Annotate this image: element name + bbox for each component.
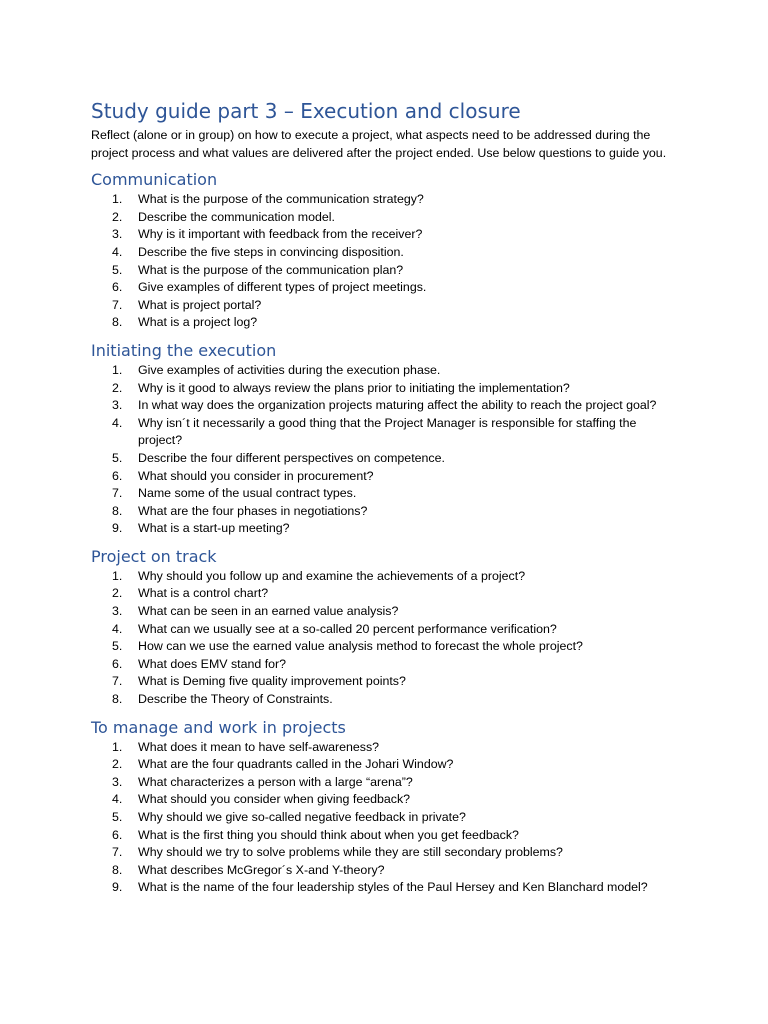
list-item bbox=[91, 503, 678, 521]
list-item-text: What describes McGregor´s X-and Y-theory? bbox=[138, 862, 385, 877]
list-item-number: 3. bbox=[112, 774, 123, 789]
list-item-text: What are the four quadrants called in the Johari Window? bbox=[138, 757, 454, 772]
list-item bbox=[91, 756, 678, 774]
list-item-text: Why is it good to always review the plans prior to initiating the implementation? bbox=[138, 380, 570, 395]
list-item-text: What does EMV stand for? bbox=[138, 656, 287, 671]
list-item-text: What does it mean to have self-awareness? bbox=[138, 739, 380, 754]
list-item bbox=[91, 520, 678, 538]
list-item-text: Why should you follow up and examine the achievements of a project? bbox=[138, 568, 526, 583]
list-item-text: What can we usually see at a so-called 20 percent performance verification? bbox=[138, 621, 557, 636]
list-item-text: Give examples of activities during the execution phase. bbox=[138, 362, 441, 377]
list-item-text: Why is it important with feedback from the receiver? bbox=[138, 227, 423, 242]
list-item-text: What is the purpose of the communication strategy? bbox=[138, 192, 424, 207]
list-item-text: What characterizes a person with a large “arena”? bbox=[138, 774, 413, 789]
list-item-text: Describe the five steps in convincing disposition. bbox=[138, 244, 404, 259]
section-heading: Initiating the execution bbox=[91, 340, 277, 360]
list-item-text: What are the four phases in negotiations? bbox=[138, 503, 368, 518]
list-item-text: What should you consider when giving feedback? bbox=[138, 792, 411, 807]
list-item-number: 3. bbox=[112, 398, 123, 413]
list-item bbox=[91, 362, 678, 380]
intro-paragraph: Reflect (alone or in group) on how to execute a project, what aspects need to be addressed during the project process and what values are delivered after the project ended. Use below questions to guide you. bbox=[91, 128, 667, 160]
list-item bbox=[91, 638, 678, 656]
question-section bbox=[91, 339, 678, 538]
list-item-number: 3. bbox=[112, 604, 123, 619]
question-section bbox=[91, 168, 678, 332]
list-item bbox=[91, 297, 678, 315]
list-item-number: 9. bbox=[112, 880, 123, 895]
list-item bbox=[91, 244, 678, 262]
list-item bbox=[91, 844, 678, 862]
list-item-number: 2. bbox=[112, 380, 123, 395]
question-sections bbox=[91, 168, 678, 897]
list-item-number: 4. bbox=[112, 244, 123, 259]
list-item-number: 8. bbox=[112, 503, 123, 518]
list-item-text: What is a project log? bbox=[138, 315, 258, 330]
list-item bbox=[91, 739, 678, 757]
list-item bbox=[91, 603, 678, 621]
list-item-number: 7. bbox=[112, 297, 123, 312]
list-item-number: 8. bbox=[112, 315, 123, 330]
list-item bbox=[91, 279, 678, 297]
list-item-number: 3. bbox=[112, 227, 123, 242]
list-item bbox=[91, 691, 678, 709]
list-item bbox=[91, 209, 678, 227]
list-item bbox=[91, 397, 678, 415]
list-item-number: 1. bbox=[112, 568, 123, 583]
list-item bbox=[91, 262, 678, 280]
list-item-text: Give examples of different types of project meetings. bbox=[138, 280, 427, 295]
list-item-text: Describe the Theory of Constraints. bbox=[138, 692, 333, 707]
list-item bbox=[91, 450, 678, 468]
list-item bbox=[91, 568, 678, 586]
list-item bbox=[91, 380, 678, 398]
list-item bbox=[91, 585, 678, 603]
list-item-number: 7. bbox=[112, 845, 123, 860]
list-item bbox=[91, 621, 678, 639]
list-item-number: 5. bbox=[112, 450, 123, 465]
list-item-number: 1. bbox=[112, 739, 123, 754]
list-item bbox=[91, 809, 678, 827]
list-item-number: 6. bbox=[112, 468, 123, 483]
list-item-number: 5. bbox=[112, 810, 123, 824]
list-item-text: What is Deming five quality improvement points? bbox=[138, 674, 406, 689]
list-item-text: Why isn´t it necessarily a good thing that the Project Manager is responsible for staffing the project? bbox=[138, 415, 637, 448]
list-item-number: 9. bbox=[112, 521, 123, 536]
list-item-text: What can be seen in an earned value analysis? bbox=[138, 604, 399, 619]
list-item-text: Describe the communication model. bbox=[138, 209, 335, 224]
list-item-number: 8. bbox=[112, 862, 123, 877]
section-heading: To manage and work in projects bbox=[91, 717, 346, 737]
list-item-number: 2. bbox=[112, 209, 123, 224]
list-item-number: 4. bbox=[112, 792, 123, 807]
list-item-number: 6. bbox=[112, 827, 123, 842]
question-list bbox=[91, 739, 678, 897]
question-list bbox=[91, 362, 678, 538]
list-item bbox=[91, 415, 678, 450]
question-list bbox=[91, 568, 678, 709]
section-heading: Communication bbox=[91, 170, 218, 190]
list-item-number: 7. bbox=[112, 674, 123, 689]
page-title: Study guide part 3 – Execution and closure bbox=[91, 99, 521, 123]
list-item bbox=[91, 656, 678, 674]
list-item bbox=[91, 673, 678, 691]
list-item-text: In what way does the organization projects maturing affect the ability to reach the project goal? bbox=[138, 398, 657, 413]
list-item-text: What is project portal? bbox=[138, 297, 262, 312]
list-item-number: 2. bbox=[112, 586, 123, 601]
list-item-text: Name some of the usual contract types. bbox=[138, 486, 357, 501]
list-item-number: 4. bbox=[112, 621, 123, 636]
question-section bbox=[91, 545, 678, 709]
list-item-number: 2. bbox=[112, 757, 123, 772]
list-item-number: 5. bbox=[112, 639, 123, 654]
list-item-text: What is a start-up meeting? bbox=[138, 521, 290, 536]
list-item-number: 6. bbox=[112, 656, 123, 671]
list-item-text: What is a control chart? bbox=[138, 586, 269, 601]
list-item-text: Why should we try to solve problems while they are still secondary problems? bbox=[138, 845, 563, 860]
list-item bbox=[91, 879, 678, 897]
list-item-text: What should you consider in procurement? bbox=[138, 468, 374, 483]
list-item bbox=[91, 314, 678, 332]
section-heading: Project on track bbox=[91, 546, 217, 566]
list-item-number: 4. bbox=[112, 415, 123, 430]
question-section bbox=[91, 716, 678, 897]
list-item-number: 1. bbox=[112, 362, 123, 377]
list-item-text: Describe the four different perspectives on competence. bbox=[138, 450, 445, 465]
list-item-text: What is the purpose of the communication plan? bbox=[138, 262, 404, 277]
list-item bbox=[91, 774, 678, 792]
list-item-number: 7. bbox=[112, 486, 123, 501]
list-item bbox=[91, 791, 678, 809]
list-item-text: What is the first thing you should think about when you get feedback? bbox=[138, 827, 519, 842]
list-item bbox=[91, 485, 678, 503]
list-item-number: 8. bbox=[112, 692, 123, 707]
list-item-number: 1. bbox=[112, 192, 123, 207]
list-item-text: Why should we give so-called negative feedback in private? bbox=[138, 810, 466, 824]
list-item-number: 5. bbox=[112, 262, 123, 277]
list-item bbox=[91, 226, 678, 244]
list-item-number: 6. bbox=[112, 280, 123, 295]
list-item bbox=[91, 191, 678, 209]
question-list bbox=[91, 191, 678, 332]
list-item-text: What is the name of the four leadership styles of the Paul Hersey and Ken Blanchard model? bbox=[138, 880, 648, 895]
list-item bbox=[91, 468, 678, 486]
list-item bbox=[91, 827, 678, 845]
list-item bbox=[91, 862, 678, 880]
list-item-text: How can we use the earned value analysis method to forecast the whole project? bbox=[138, 639, 583, 654]
